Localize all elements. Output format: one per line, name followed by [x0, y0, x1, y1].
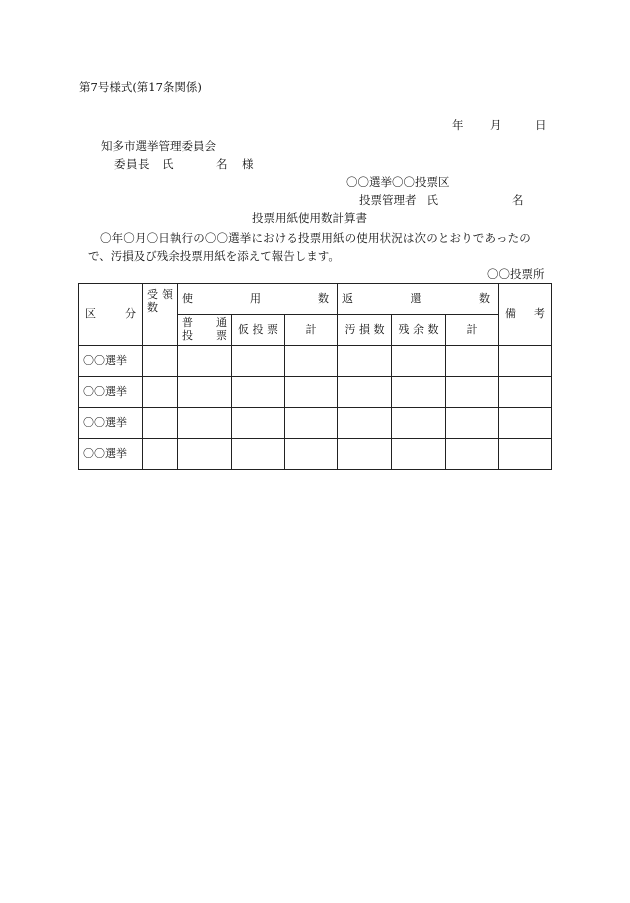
addressee-sama: 様	[242, 157, 254, 171]
chair-title: 委員長	[114, 157, 150, 171]
cell-remarks[interactable]	[499, 439, 552, 470]
cell-received[interactable]	[143, 346, 178, 377]
cell-used-total[interactable]	[285, 377, 338, 408]
manager-line	[359, 195, 524, 207]
cell-returned-total[interactable]	[446, 408, 499, 439]
cell-returned-total[interactable]	[446, 346, 499, 377]
cell-used-total[interactable]	[285, 439, 338, 470]
ballot-usage-table	[78, 283, 552, 470]
cell-remarks[interactable]	[499, 408, 552, 439]
cell-used-total[interactable]	[285, 408, 338, 439]
manager-role: 投票管理者	[359, 193, 417, 207]
date-day-label: 日	[535, 118, 547, 132]
cell-received[interactable]	[143, 439, 178, 470]
cell-provisional[interactable]	[232, 408, 285, 439]
addressee-mei: 名	[216, 157, 228, 171]
header-returned-total: 計	[446, 315, 499, 346]
body-text-line-1: 〇年〇月〇日執行の〇〇選挙における投票用紙の使用状況は次のとおりであったの	[100, 231, 531, 245]
cell-received[interactable]	[143, 377, 178, 408]
row-label: 〇〇選挙	[79, 439, 143, 470]
table-row	[79, 346, 552, 377]
header-used-total: 計	[285, 315, 338, 346]
form-label: 第7号様式(第17条関係)	[79, 80, 202, 94]
header-remaining: 残 余 数	[392, 315, 446, 346]
header-kubun: 区 分	[79, 284, 143, 346]
row-label: 〇〇選挙	[79, 377, 143, 408]
manager-shi: 氏	[426, 193, 438, 207]
header-provisional-vote: 仮 投 票	[232, 315, 285, 346]
cell-spoiled[interactable]	[338, 377, 392, 408]
manager-mei: 名	[512, 193, 524, 207]
date-month-label: 月	[490, 118, 502, 132]
date-line	[452, 120, 547, 132]
cell-regular[interactable]	[178, 408, 232, 439]
addressee-line	[114, 159, 254, 171]
cell-remaining[interactable]	[392, 377, 446, 408]
cell-used-total[interactable]	[285, 346, 338, 377]
cell-regular[interactable]	[178, 439, 232, 470]
cell-remarks[interactable]	[499, 377, 552, 408]
cell-returned-total[interactable]	[446, 439, 499, 470]
table-row	[79, 408, 552, 439]
header-remarks: 備 考	[499, 284, 552, 346]
date-year-label: 年	[452, 118, 464, 132]
header-used: 使 用 数	[178, 284, 338, 315]
row-label: 〇〇選挙	[79, 408, 143, 439]
cell-spoiled[interactable]	[338, 346, 392, 377]
cell-provisional[interactable]	[232, 377, 285, 408]
header-spoiled: 汚 損 数	[338, 315, 392, 346]
polling-station: 〇〇投票所	[487, 267, 545, 281]
table-row	[79, 439, 552, 470]
body-text-line-2: で、汚損及び残余投票用紙を添えて報告します。	[88, 249, 340, 263]
header-received: 受 領 数	[143, 284, 178, 346]
row-label: 〇〇選挙	[79, 346, 143, 377]
cell-remaining[interactable]	[392, 346, 446, 377]
cell-remaining[interactable]	[392, 408, 446, 439]
cell-received[interactable]	[143, 408, 178, 439]
polling-district: 〇〇選挙〇〇投票区	[346, 175, 450, 189]
cell-spoiled[interactable]	[338, 408, 392, 439]
cell-remarks[interactable]	[499, 346, 552, 377]
addressee-shi: 氏	[162, 157, 174, 171]
header-regular-vote: 普 通 投 票	[178, 315, 232, 346]
committee-name: 知多市選挙管理委員会	[101, 139, 216, 153]
cell-provisional[interactable]	[232, 346, 285, 377]
cell-provisional[interactable]	[232, 439, 285, 470]
table-row	[79, 377, 552, 408]
cell-remaining[interactable]	[392, 439, 446, 470]
header-returned: 返 還 数	[338, 284, 499, 315]
cell-regular[interactable]	[178, 346, 232, 377]
cell-regular[interactable]	[178, 377, 232, 408]
cell-spoiled[interactable]	[338, 439, 392, 470]
cell-returned-total[interactable]	[446, 377, 499, 408]
document-title: 投票用紙使用数計算書	[252, 211, 367, 225]
